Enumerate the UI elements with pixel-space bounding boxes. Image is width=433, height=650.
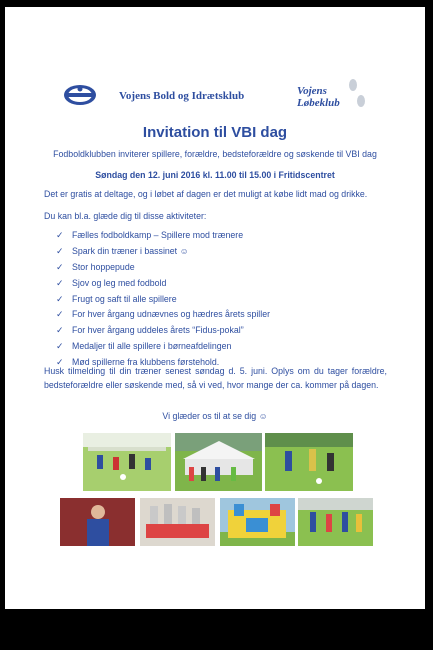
invitation-page	[5, 7, 425, 609]
checkmark-icon: ✓	[56, 341, 64, 352]
tent-crowd-photo	[175, 433, 262, 491]
vojens-loebeklub-logo	[293, 77, 369, 115]
football-kids-photo	[83, 433, 171, 491]
coach-photo	[60, 498, 135, 546]
trophies-photo	[140, 498, 215, 546]
checkmark-icon: ✓	[56, 245, 64, 256]
page-title: Invitation til VBI dag	[142, 124, 288, 141]
logo-line-2: Løbeklub	[297, 97, 340, 109]
youth-players-photo	[298, 498, 373, 546]
checkmark-icon: ✓	[56, 293, 64, 304]
closing-text: Vi glæder os til at se dig ☺	[162, 411, 268, 421]
footprints-icon	[345, 77, 369, 111]
checkmark-icon: ✓	[56, 309, 64, 320]
vbi-club-logo	[62, 83, 98, 107]
list-item: ✓ Frugt og saft til alle spillere	[56, 292, 270, 308]
signup-text: Husk tilmelding til din træner senest søndag d. 5. juni. Oplys om du tager forældre, bedsteforældre eller søskende med, så vi ved, hvor mange der ca. kommer på dagen.	[44, 366, 387, 390]
list-item: ✓ Mød spillerne fra klubbens førstehold.	[56, 355, 270, 371]
checkmark-icon: ✓	[56, 357, 64, 368]
checkmark-icon: ✓	[56, 277, 64, 288]
list-item: ✓ Fælles fodboldkamp – Spillere mod trænere	[56, 228, 270, 244]
match-photo	[265, 433, 353, 491]
logo-line-1: Vojens	[297, 85, 327, 97]
date-line: Søndag den 12. juni 2016 kl. 11.00 til 15.00 i Fritidscentret	[95, 170, 335, 180]
list-item: ✓ For hver årgang udnævnes og hædres årets spiller	[56, 307, 270, 323]
activities-intro: Du kan bl.a. glæde dig til disse aktiviteter:	[44, 211, 207, 221]
club-name: Vojens Bold og Idrætsklub	[119, 90, 245, 102]
bouncy-castle-photo	[220, 498, 295, 546]
free-text: Det er gratis at deltage, og i løbet af dagen er det muligt at købe lidt mad og drikke.	[44, 189, 368, 199]
checkmark-icon: ✓	[56, 325, 64, 336]
list-item: ✓ Spark din træner i bassinet ☺	[56, 244, 270, 260]
list-item: ✓ Stor hoppepude	[56, 260, 270, 276]
header	[5, 77, 425, 117]
checkmark-icon: ✓	[56, 230, 64, 240]
list-item: ✓ Sjov og leg med fodbold	[56, 276, 270, 292]
checkmark-icon: ✓	[56, 261, 64, 272]
intro-text: Fodboldklubben inviterer spillere, forældre, bedsteforældre og søskende til VBI dag	[53, 149, 377, 159]
list-item: ✓ For hver årgang uddeles årets “Fidus-pokal”	[56, 323, 270, 339]
activities-list	[56, 228, 270, 371]
list-item: ✓ Medaljer til alle spillere i børneafdelingen	[56, 339, 270, 355]
